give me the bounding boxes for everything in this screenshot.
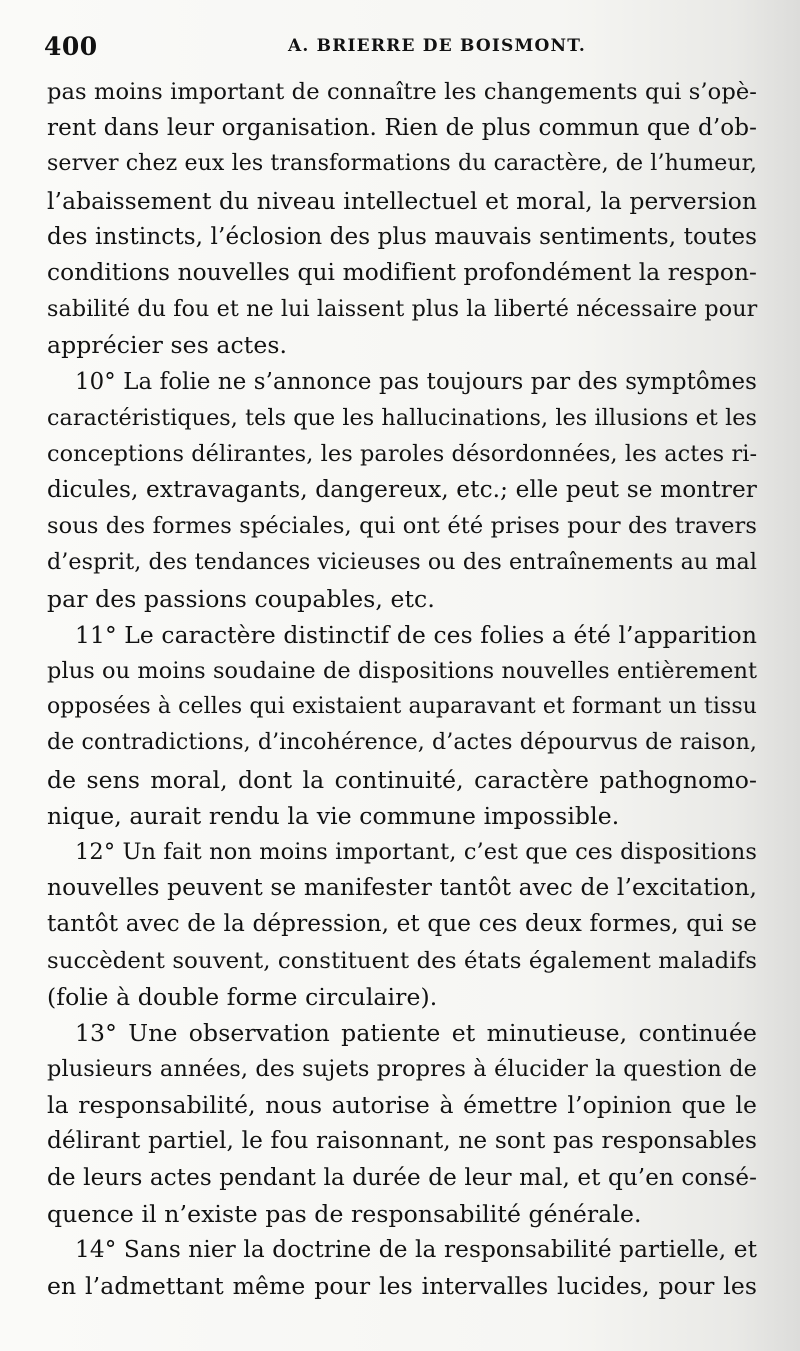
text-line: tantôt avec de la dépression, et que ces deux formes, qui se — [47, 910, 757, 938]
text-line: 11° Le caractère distinctif de ces folies a été l’apparition — [75, 620, 757, 649]
text-line: 13° Une observation patiente et minutieuse, continuée — [75, 1018, 757, 1047]
text-line: caractéristiques, tels que les hallucinations, les illusions et les — [47, 404, 758, 431]
text-line: de contradictions, d’incohérence, d’actes dépourvus de raison, — [47, 730, 757, 756]
text-line: opposées à celles qui existaient auparavant et formant un tissu — [47, 694, 757, 720]
text-line: 10° La folie ne s’annonce pas toujours par des symptômes — [75, 368, 757, 395]
text-line: en l’admettant même pour les intervalles lucides, pour les — [47, 1272, 757, 1301]
body-text — [47, 74, 757, 1304]
text-line: délirant partiel, le fou raisonnant, ne sont pas responsables — [47, 1127, 757, 1155]
text-line: de leurs actes pendant la durée de leur mal, et qu’en consé- — [47, 1164, 758, 1191]
text-line: server chez eux les transformations du caractère, de l’humeur, — [47, 151, 758, 177]
text-line: plusieurs années, des sujets propres à élucider la question de — [47, 1056, 757, 1083]
running-head: A. BRIERRE DE BOISMONT. — [288, 36, 587, 56]
text-line: des instincts, l’éclosion des plus mauvais sentiments, toutes — [47, 223, 758, 250]
text-line: conceptions délirantes, les paroles désordonnées, les actes ri- — [47, 440, 758, 467]
text-line: 14° Sans nier la doctrine de la responsabilité partielle, et — [75, 1236, 757, 1263]
text-line: sous des formes spéciales, qui ont été prises pour des travers — [47, 513, 757, 540]
text-line: 12° Un fait non moins important, c’est que ces dispositions — [75, 838, 757, 865]
text-line: apprécier ses actes. — [47, 331, 288, 360]
text-line: nique, aurait rendu la vie commune impossible. — [47, 801, 620, 830]
text-line: rent dans leur organisation. Rien de plus commun que d’ob- — [47, 115, 757, 142]
text-line: (folie à double forme circulaire). — [47, 982, 438, 1011]
page-header — [44, 32, 764, 62]
text-line: quence il n’existe pas de responsabilité générale. — [47, 1199, 642, 1228]
text-line: succèdent souvent, constituent des états également maladifs — [47, 947, 757, 974]
page-number: 400 — [44, 32, 98, 61]
text-line: par des passions coupables, etc. — [47, 584, 435, 613]
text-line: plus ou moins soudaine de dispositions nouvelles entièrement — [47, 658, 758, 684]
text-line: l’abaissement du niveau intellectuel et moral, la perversion — [47, 186, 757, 215]
text-line: d’esprit, des tendances vicieuses ou des entraînements au mal — [47, 549, 757, 576]
text-line: de sens moral, dont la continuité, caractère pathognomo- — [47, 765, 757, 794]
text-line: la responsabilité, nous autorise à émettre l’opinion que le — [47, 1091, 757, 1120]
text-line: pas moins important de connaître les changements qui s’opè- — [47, 79, 757, 105]
text-line: conditions nouvelles qui modifient profondément la respon- — [47, 258, 757, 286]
text-line: sabilité du fou et ne lui laissent plus la liberté nécessaire pour — [47, 296, 758, 323]
text-line: nouvelles peuvent se manifester tantôt avec de l’excitation, — [47, 874, 757, 902]
text-line: dicules, extravagants, dangereux, etc.; elle peut se montrer — [47, 476, 757, 504]
